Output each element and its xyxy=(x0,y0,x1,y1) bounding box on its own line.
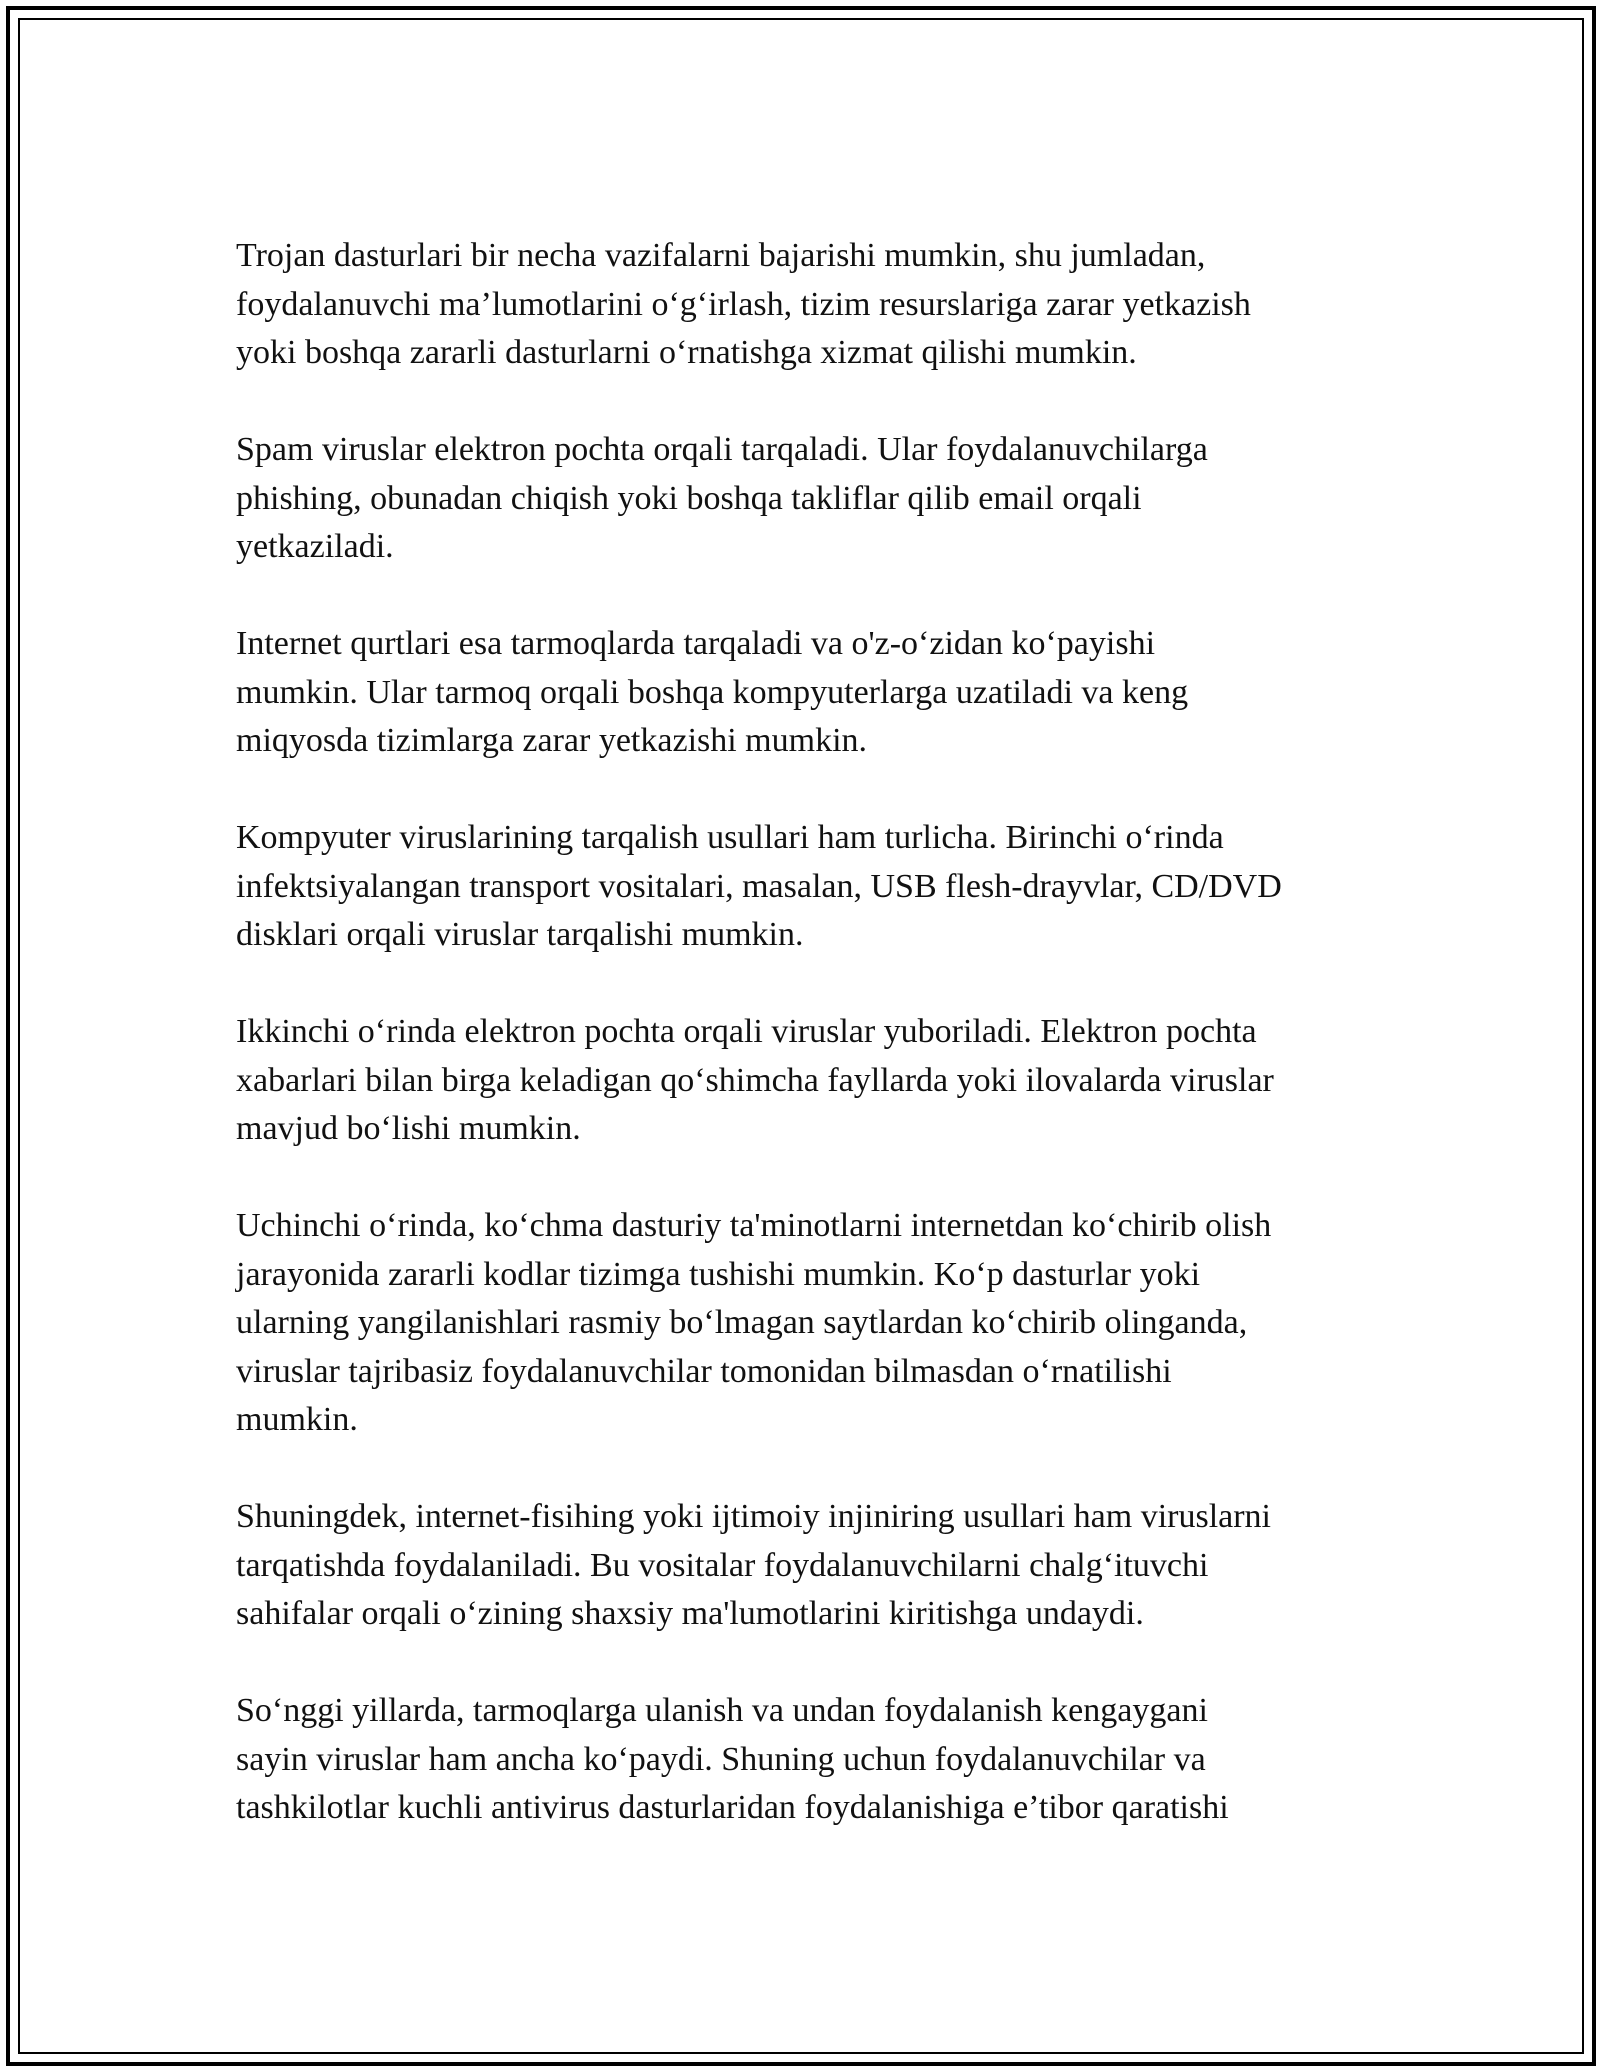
paragraph-spread-methods: Kompyuter viruslarining tarqalish usullari ham turlicha. Birinchi o‘rinda infektsiyalangan transport vositalari, masalan, USB flesh-drayvlar, CD/DVD disklari orqali viruslar tarqalishi mumkin. xyxy=(236,819,1282,953)
paragraph-worms: Internet qurtlari esa tarmoqlarda tarqaladi va o'z-o‘zidan ko‘payishi mumkin. Ular tarmoq orqali boshqa kompyuterlarga uzatiladi va keng miqyosda tizimlarga zarar yetkazishi mumkin. xyxy=(236,625,1189,759)
paragraph-phishing: Shuningdek, internet-fisihing yoki ijtimoiy injiniring usullari ham viruslarni tarqatishda foydalaniladi. Bu vositalar foydalanuvchilarni chalg‘ituvchi sahifalar orqali o‘zining shaxsiy ma'lumotlarini kiritishga undaydi. xyxy=(236,1498,1272,1632)
paragraph-email: Ikkinchi o‘rinda elektron pochta orqali viruslar yuboriladi. Elektron pochta xabarlari bilan birga keladigan qo‘shimcha fayllarda yoki ilovalarda viruslar mavjud bo‘lishi mumkin. xyxy=(236,1013,1274,1147)
document-body xyxy=(236,232,1386,1881)
paragraph-trojan: Trojan dasturlari bir necha vazifalarni bajarishi mumkin, shu jumladan, foydalanuvchi ma’lumotlarini o‘g‘irlash, tizim resurslariga zarar yetkazish yoki boshqa zararli dasturlarni o‘rnatishga xizmat qilishi mumkin. xyxy=(236,237,1251,371)
paragraph-recent-years: So‘nggi yillarda, tarmoqlarga ulanish va undan foydalanish kengaygani sayin viruslar ham ancha ko‘paydi. Shuning uchun foydalanuvchilar va tashkilotlar kuchli antivirus dasturlaridan foydalanishiga e’tibor qaratishi xyxy=(236,1692,1229,1826)
paragraph-spam: Spam viruslar elektron pochta orqali tarqaladi. Ular foydalanuvchilarga phishing, obunadan chiqish yoki boshqa takliflar qilib email orqali yetkaziladi. xyxy=(236,431,1208,565)
paragraph-downloads: Uchinchi o‘rinda, ko‘chma dasturiy ta'minotlarni internetdan ko‘chirib olish jarayonida zararli kodlar tizimga tushishi mumkin. Ko‘p dasturlar yoki ularning yangilanishlari rasmiy bo‘lmagan saytlardan ko‘chirib olinganda, viruslar tajribasiz foydalanuvchilar tomonidan bilmasdan o‘rnatilishi mumkin. xyxy=(236,1207,1272,1438)
